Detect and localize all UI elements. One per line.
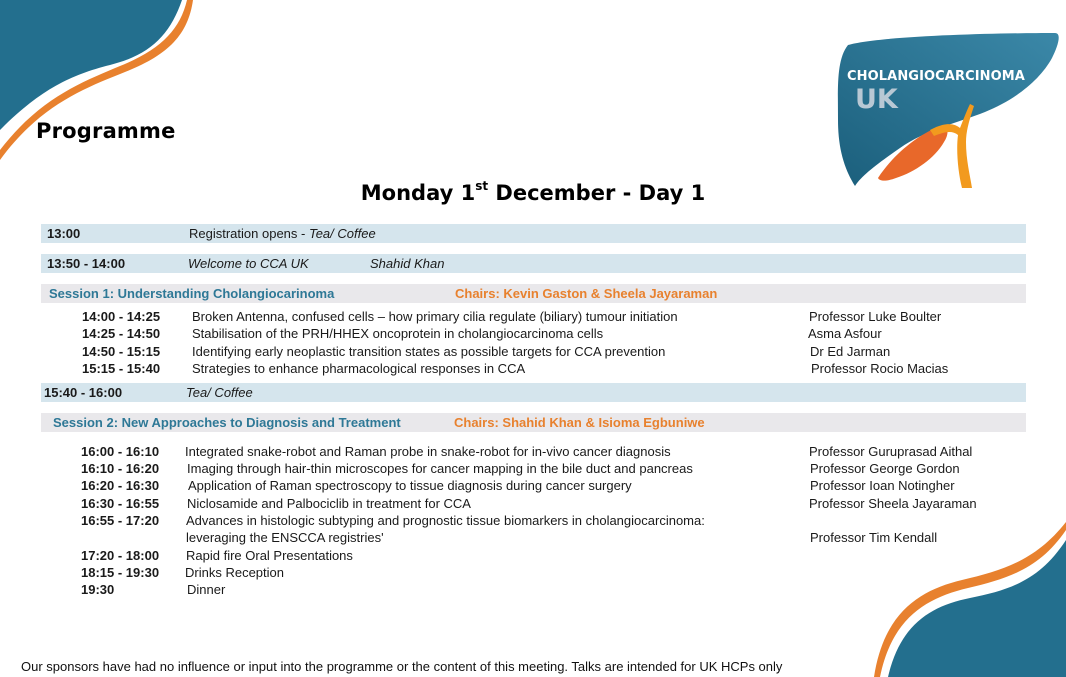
programme-heading: Programme — [36, 119, 176, 143]
registration-label: Registration opens - — [189, 226, 309, 241]
s2-talk8-time: 19:30 — [81, 582, 115, 597]
s1-talk4-speaker: Professor Rocio Macias — [811, 361, 949, 376]
session2-chairs: Chairs: Shahid Khan & Isioma Egbuniwe — [454, 415, 705, 430]
s2-talk4-speaker: Professor Sheela Jayaraman — [809, 496, 977, 511]
session1-title: Session 1: Understanding Cholangiocarinoma — [49, 286, 335, 301]
s2-talk6-title: Rapid fire Oral Presentations — [186, 548, 353, 563]
s2-talk3-speaker: Professor Ioan Notingher — [810, 478, 955, 493]
registration-time: 13:00 — [47, 226, 81, 241]
session2-title: Session 2: New Approaches to Diagnosis and Treatment — [53, 415, 401, 430]
logo-wordmark-line2: UK — [855, 84, 898, 115]
s1-talk2-speaker: Asma Asfour — [808, 326, 882, 341]
welcome-time: 13:50 - 14:00 — [47, 256, 126, 271]
registration-tea: Tea/ Coffee — [308, 226, 376, 241]
s2-talk1-time: 16:00 - 16:10 — [81, 444, 160, 459]
s1-talk3-title: Identifying early neoplastic transition states as possible targets for CCA prevention — [192, 344, 666, 359]
session2-bar — [41, 413, 1026, 432]
s2-talk7-title: Drinks Reception — [185, 565, 284, 580]
s1-talk1-speaker: Professor Luke Boulter — [809, 309, 942, 324]
s1-talk3-speaker: Dr Ed Jarman — [810, 344, 891, 359]
registration-bar — [41, 224, 1026, 243]
logo-wordmark-line1: CHOLANGIOCARCINOMA — [847, 69, 1025, 84]
day-title — [0, 181, 1066, 205]
s2-talk7-time: 18:15 - 19:30 — [81, 565, 160, 580]
s2-talk3-title: Application of Raman spectroscopy to tissue diagnosis during cancer surgery — [188, 478, 632, 493]
tea-break-text: Tea/ Coffee — [186, 385, 253, 400]
top-left-teal-wave — [0, 0, 182, 130]
s2-talk5-time: 16:55 - 17:20 — [81, 513, 160, 528]
s2-talk1-title: Integrated snake-robot and Raman probe in snake-robot for in-vivo cancer diagnosis — [185, 444, 671, 459]
welcome-speaker: Shahid Khan — [370, 256, 445, 271]
s1-talk4-title: Strategies to enhance pharmacological responses in CCA — [192, 361, 526, 376]
s1-talk2-title: Stabilisation of the PRH/HHEX oncoprotein in cholangiocarcinoma cells — [192, 326, 604, 341]
session1-chairs: Chairs: Kevin Gaston & Sheela Jayaraman — [455, 286, 718, 301]
s1-talk1-title: Broken Antenna, confused cells – how primary cilia regulate (biliary) tumour initiation — [192, 309, 678, 324]
day-title-ordinal: st — [475, 179, 489, 193]
s2-talk6-time: 17:20 - 18:00 — [81, 548, 160, 563]
session1-bar — [41, 284, 1026, 303]
welcome-text: Welcome to CCA UK — [188, 256, 309, 271]
s2-talk2-title: Imaging through hair-thin microscopes for cancer mapping in the bile duct and pancreas — [187, 461, 693, 476]
s2-talk2-speaker: Professor George Gordon — [810, 461, 960, 476]
registration-text — [189, 224, 376, 243]
s2-talk5-title-line2: leveraging the ENSCCA registries' — [186, 530, 384, 545]
s1-talk2-time: 14:25 - 14:50 — [82, 326, 161, 341]
s2-talk2-time: 16:10 - 16:20 — [81, 461, 160, 476]
s1-talk1-time: 14:00 - 14:25 — [82, 309, 161, 324]
day-title-rest: December - Day 1 — [488, 181, 706, 205]
s1-talk4-time: 15:15 - 15:40 — [82, 361, 161, 376]
day-title-main: Monday 1 — [360, 181, 476, 205]
s2-talk4-time: 16:30 - 16:55 — [81, 496, 160, 511]
tea-break-bar — [41, 383, 1026, 402]
s1-talk3-time: 14:50 - 15:15 — [82, 344, 161, 359]
s2-talk4-title: Niclosamide and Palbociclib in treatment for CCA — [187, 496, 471, 511]
s2-talk8-title: Dinner — [187, 582, 226, 597]
tea-break-time: 15:40 - 16:00 — [44, 385, 123, 400]
sponsor-disclaimer: Our sponsors have had no influence or input into the programme or the content of this meeting. Talks are intended for UK HCPs only — [21, 659, 783, 674]
s2-talk1-speaker: Professor Guruprasad Aithal — [809, 444, 973, 459]
s2-talk5-speaker: Professor Tim Kendall — [810, 530, 938, 545]
welcome-bar — [41, 254, 1026, 273]
s2-talk5-title: Advances in histologic subtyping and prognostic tissue biomarkers in cholangiocarcinoma: — [186, 513, 705, 528]
s2-talk3-time: 16:20 - 16:30 — [81, 478, 160, 493]
